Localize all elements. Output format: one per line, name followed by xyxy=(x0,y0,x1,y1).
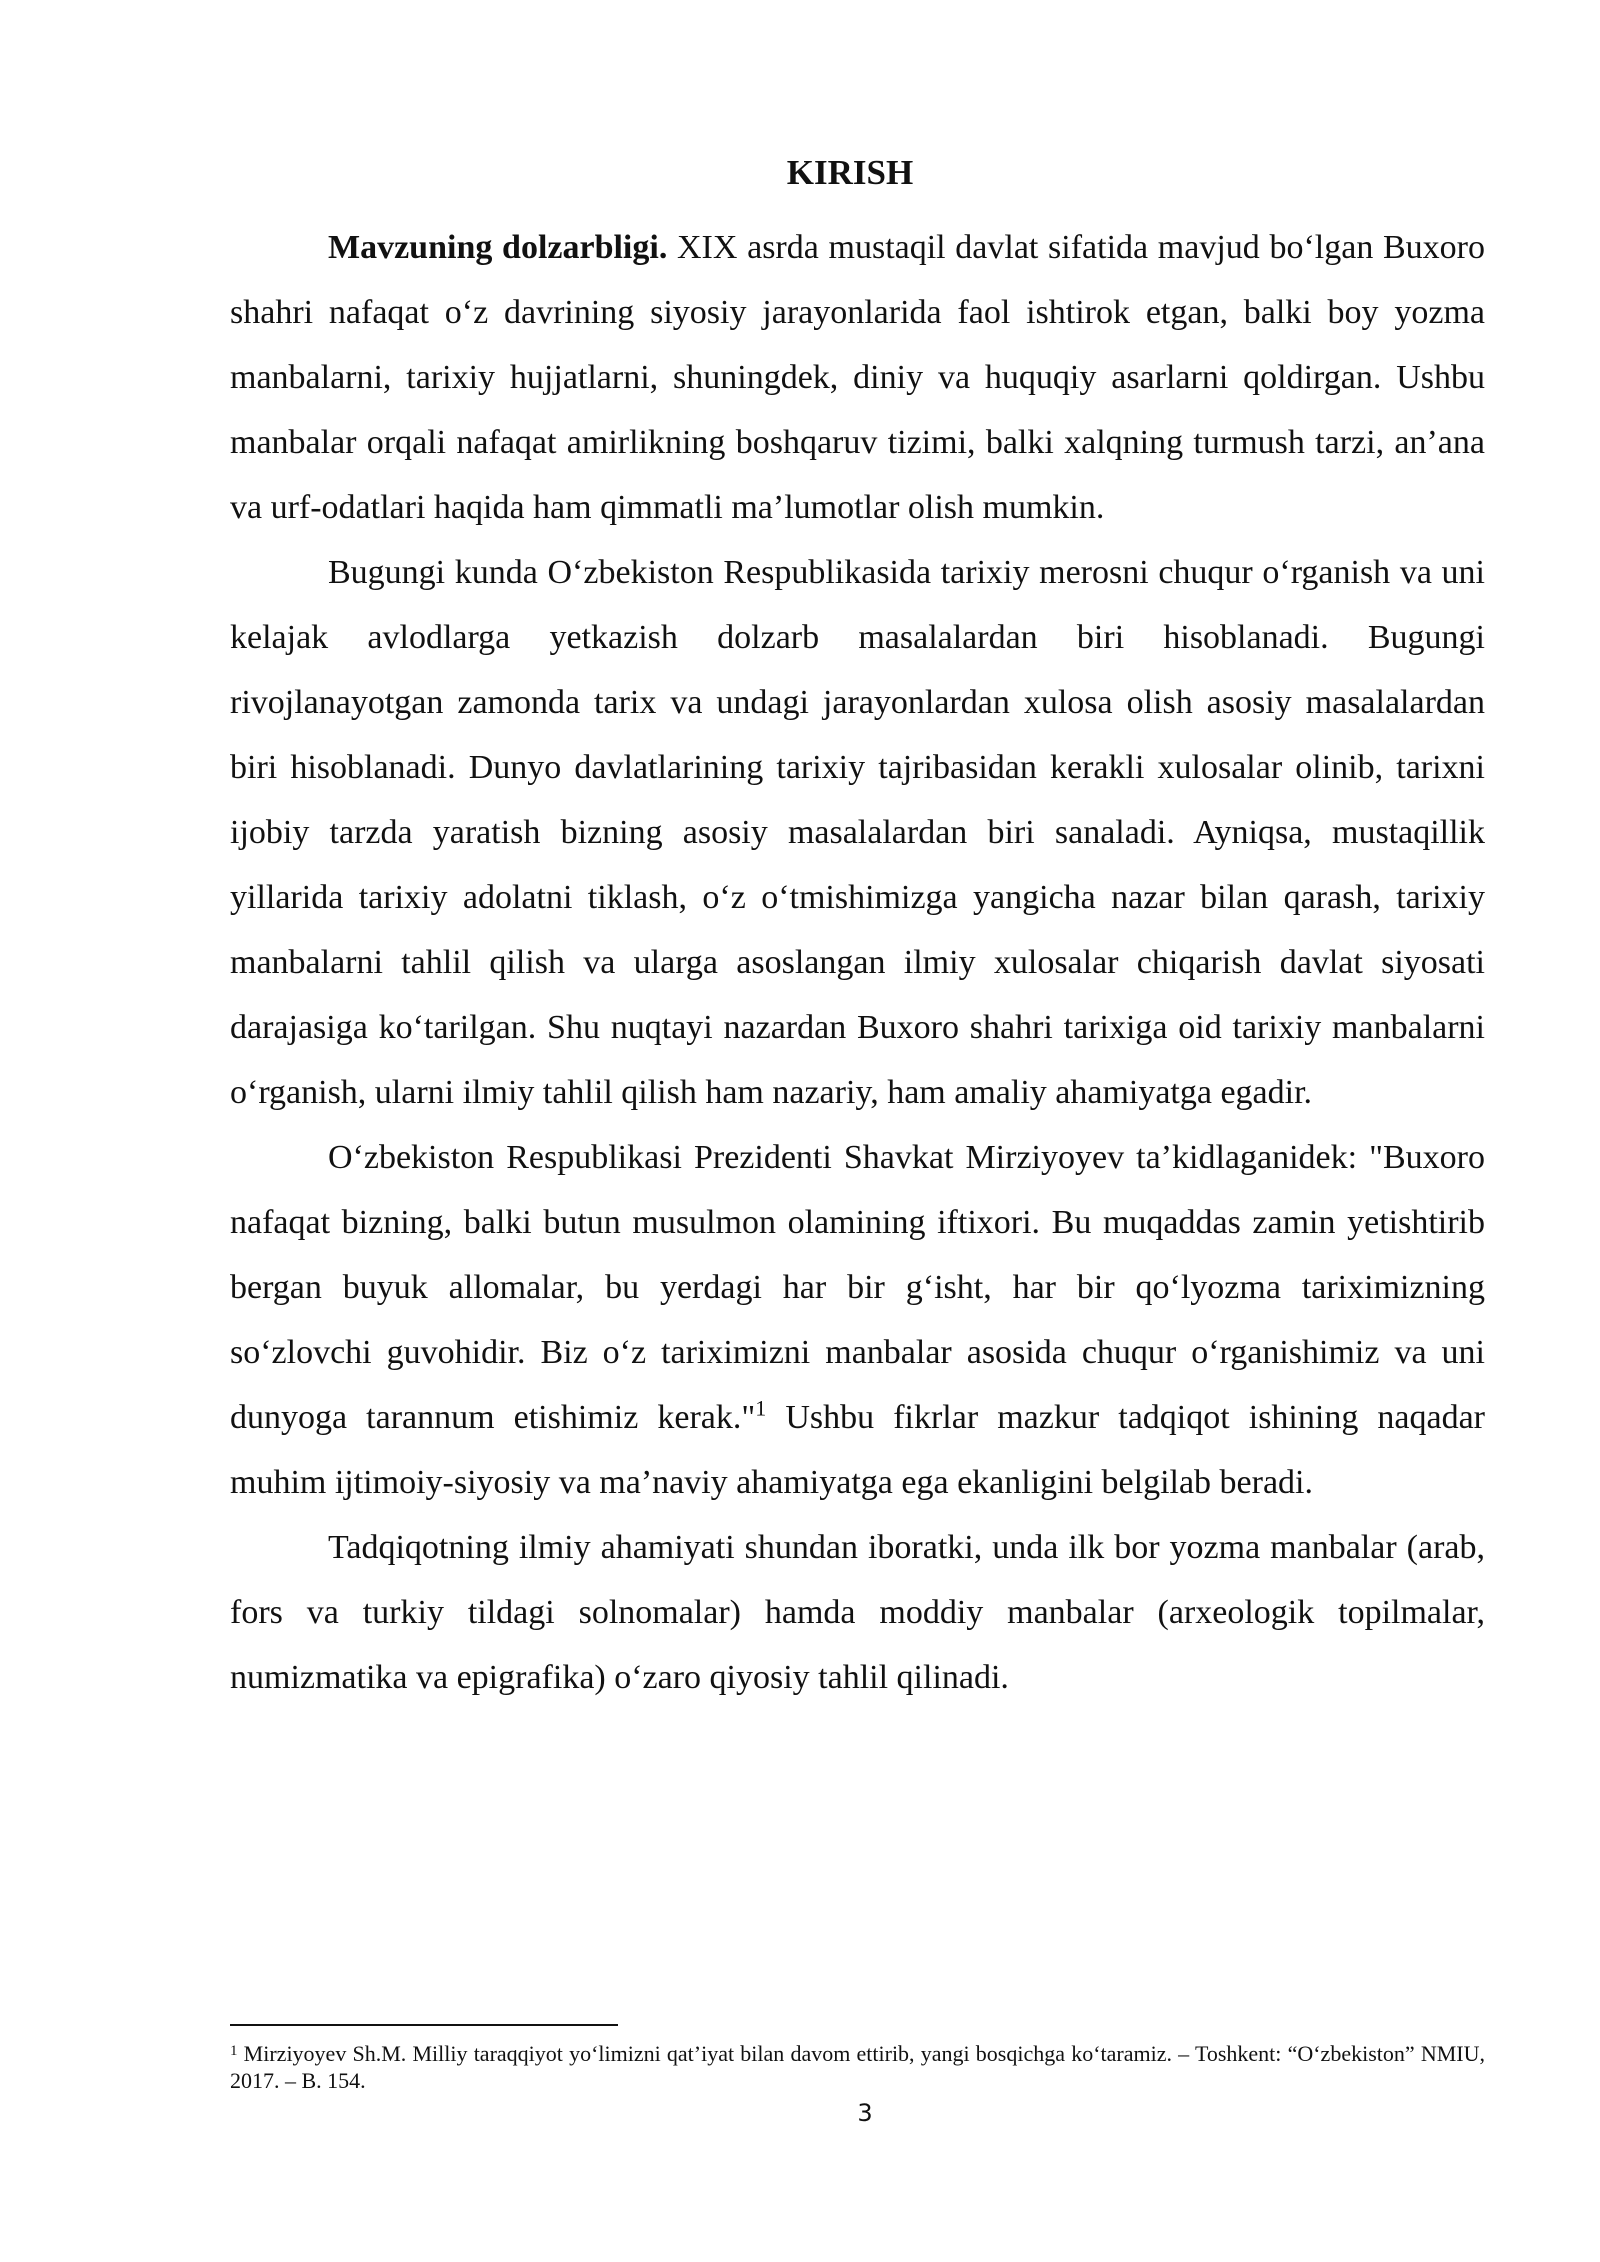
footnote xyxy=(230,2040,1485,2094)
footnote-separator xyxy=(230,2024,618,2026)
footnote-text: Mirziyoyev Sh.M. Milliy taraqqiyot yo‘limizni qat’iyat bilan davom ettirib, yangi bosqichga ko‘taramiz. – Toshkent: “O‘zbekiston” NMIU, 2017. – B. 154. xyxy=(230,2041,1485,2093)
footnote-reference[interactable]: 1 xyxy=(755,1395,767,1421)
paragraph-relevance xyxy=(230,215,1485,540)
paragraph-text: Ushbu fikrlar mazkur tadqiqot ishining naqadar muhim ijtimoiy-siyosiy va ma’naviy ahamiyatga ega ekanligini belgilab beradi. xyxy=(230,1399,1485,1501)
paragraph-heritage: Bugungi kunda O‘zbekiston Respublikasida tarixiy merosni chuqur o‘rganish va uni kelajak avlodlarga yetkazish dolzarb masalalardan biri hisoblanadi. Bugungi rivojlanayotgan zamonda tarix va undagi jarayonlardan xulosa olish asosiy masalalardan biri hisoblanadi. Dunyo davlatlarining tarixiy tajribasidan kerakli xulosalar olinib, tarixni ijobiy tarzda yaratish bizning asosiy masalalardan biri sanaladi. Ayniqsa, mustaqillik yillarida tarixiy adolatni tiklash, o‘z o‘tmishimizga yangicha nazar bilan qarash, tarixiy manbalarni tahlil qilish va ularga asoslangan ilmiy xulosalar chiqarish davlat siyosati darajasiga ko‘tarilgan. Shu nuqtayi nazardan Buxoro shahri tarixiga oid tarixiy manbalarni o‘rganish, ularni ilmiy tahlil qilish ham nazariy, ham amaliy ahamiyatga egadir. xyxy=(230,554,1485,1111)
paragraph-lead: Mavzuning dolzarbligi. xyxy=(328,229,668,266)
body-text xyxy=(230,215,1485,1710)
section-heading: KIRISH xyxy=(786,153,914,192)
paragraph-significance: Tadqiqotning ilmiy ahamiyati shundan iboratki, unda ilk bor yozma manbalar (arab, fors va turkiy tildagi solnomalar) hamda moddiy manbalar (arxeologik topilmalar, numizmatika va epigrafika) o‘zaro qiyosiy tahlil qilinadi. xyxy=(230,1529,1485,1696)
page-number: 3 xyxy=(857,2099,873,2127)
paragraph-text: XIX asrda mustaqil davlat sifatida mavjud bo‘lgan Buxoro shahri nafaqat o‘z davrining siyosiy jarayonlarida faol ishtirok etgan, balki boy yozma manbalarni, tarixiy hujjatlarni, shuningdek, diniy va huquqiy asarlarni qoldirgan. Ushbu manbalar orqali nafaqat amirlikning boshqaruv tizimi, balki xalqning turmush tarzi, an’ana va urf-odatlari haqida ham qimmatli ma’lumotlar olish mumkin. xyxy=(230,229,1486,526)
footnote-marker: 1 xyxy=(230,2043,238,2059)
quote-text: O‘zbekiston Respublikasi Prezidenti Shavkat Mirziyoyev ta’kidlaganidek: "Buxoro nafaqat bizning, balki butun musulmon olamining iftixori. Bu muqaddas zamin yetishtirib bergan buyuk allomalar, bu yerdagi har bir g‘isht, har bir qo‘lyozma tariximizning so‘zlovchi guvohidir. Biz o‘z tariximizni manbalar asosida chuqur o‘rganishimiz va uni dunyoga tarannum etishimiz kerak." xyxy=(230,1139,1485,1436)
paragraph-president-quote xyxy=(230,1125,1485,1515)
